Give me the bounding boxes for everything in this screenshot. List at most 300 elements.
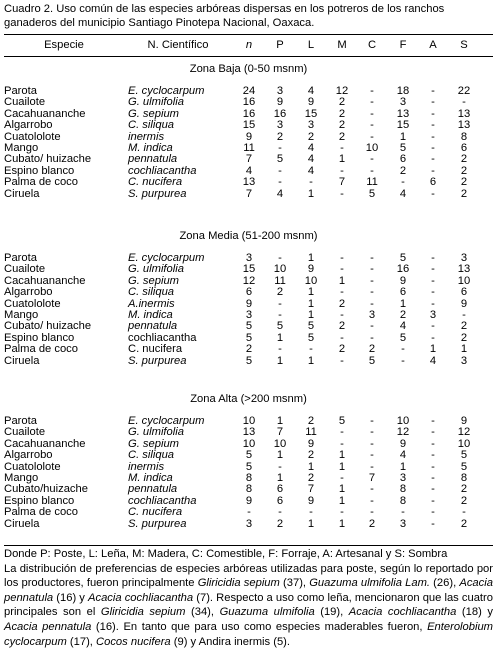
cell-n: 9 (245, 494, 253, 507)
cell-s: 8 (460, 130, 468, 143)
cell-p: 6 (276, 494, 284, 507)
cell-a: - (431, 297, 435, 310)
header-n: n (245, 39, 253, 51)
cell-m: - (340, 252, 344, 264)
cell-f: 13 (396, 107, 410, 120)
cell-especie: Cuailote (4, 263, 46, 276)
cell-a: - (431, 506, 435, 519)
cell-n: 5 (245, 449, 253, 462)
cell-m: - (340, 506, 344, 519)
cell-n: - (247, 506, 251, 519)
cell-a: - (431, 187, 435, 200)
header-especie: Especie (44, 39, 84, 51)
header-l: L (307, 39, 315, 51)
cell-n: 2 (245, 343, 253, 356)
cell-n: 6 (245, 286, 253, 299)
cell-especie: Cacahuananche (4, 107, 86, 120)
cell-s: 6 (460, 142, 468, 154)
cell-n: 12 (242, 274, 256, 287)
cell-especie: Parota (4, 415, 37, 427)
cell-c: - (370, 415, 374, 427)
cell-especie: Cacahuananche (4, 437, 86, 450)
cell-l: 4 (307, 164, 315, 177)
cell-s: 5 (460, 460, 468, 473)
cell-cientifico: S. purpurea (128, 354, 187, 367)
cell-m: 2 (338, 320, 346, 333)
cell-s: 22 (457, 85, 471, 97)
cell-cientifico: pennatula (128, 153, 178, 166)
bottom-rule (4, 545, 493, 546)
cell-n: 10 (242, 437, 256, 450)
cell-especie: Cacahuananche (4, 274, 86, 287)
cell-f: 4 (399, 449, 407, 462)
cell-a: - (431, 517, 435, 530)
cell-f: 8 (399, 494, 407, 507)
cell-p: 2 (276, 286, 284, 299)
cell-especie: Mango (4, 142, 39, 154)
cell-n: 15 (242, 119, 256, 132)
header-s: S (460, 39, 468, 51)
note-species: Acacia pennatula (4, 620, 92, 633)
cell-l: - (309, 506, 313, 519)
cell-s: 10 (457, 437, 471, 450)
cell-l: 1 (307, 517, 315, 530)
cell-l: 9 (307, 494, 315, 507)
cell-f: 5 (399, 252, 407, 264)
cell-a: - (431, 286, 435, 299)
cell-s: 2 (460, 187, 468, 200)
cell-a: - (431, 96, 435, 109)
cell-p: - (278, 343, 282, 356)
cell-a: - (431, 153, 435, 166)
table-row (4, 356, 493, 367)
cell-c: - (370, 506, 374, 519)
cell-p: 1 (276, 449, 284, 462)
cell-cientifico: M. indica (128, 142, 173, 154)
note-species: Cocos nucifera (96, 635, 171, 648)
cell-cientifico: C. nucifera (128, 176, 183, 189)
cell-s: 5 (460, 449, 468, 462)
cell-c: 3 (368, 309, 376, 321)
cell-p: 1 (276, 472, 284, 484)
cell-n: 9 (245, 297, 253, 310)
cell-cientifico: E. cyclocarpum (128, 415, 205, 427)
cell-a: - (431, 494, 435, 507)
cell-cientifico: C. siliqua (128, 119, 175, 132)
cell-s: 3 (460, 252, 468, 264)
note-text: (26), (430, 577, 460, 590)
cell-a: - (431, 263, 435, 276)
cell-cientifico: G. sepium (128, 107, 179, 120)
cell-cientifico: inermis (128, 130, 165, 143)
cell-s: 3 (460, 354, 468, 367)
cell-s: 12 (457, 426, 471, 439)
cell-n: 5 (245, 460, 253, 473)
cell-m: 1 (338, 517, 346, 530)
cell-s: 10 (457, 274, 471, 287)
cell-especie: Cubato/huizache (4, 483, 88, 496)
cell-s: - (462, 96, 466, 109)
cell-c: - (370, 130, 374, 143)
cell-s: 2 (460, 494, 468, 507)
cell-n: 8 (245, 483, 253, 496)
cell-cientifico: C. nucifera (128, 506, 183, 519)
cell-f: 16 (396, 263, 410, 276)
cell-n: 7 (245, 153, 253, 166)
cell-especie: Cuailote (4, 426, 46, 439)
cell-s: 2 (460, 153, 468, 166)
cell-l: 9 (307, 96, 315, 109)
header-c: C (367, 39, 377, 51)
cell-n: 5 (245, 331, 253, 344)
cell-f: 15 (396, 119, 410, 132)
cell-p: 5 (276, 320, 284, 333)
cell-f: 5 (399, 142, 407, 154)
cell-especie: Ciruela (4, 517, 40, 530)
cell-f: 10 (396, 415, 410, 427)
cell-p: - (278, 506, 282, 519)
cell-n: 24 (242, 85, 256, 97)
cell-cientifico: G. ulmifolia (128, 96, 184, 109)
cell-p: 2 (276, 130, 284, 143)
cell-p: - (278, 297, 282, 310)
cell-l: 9 (307, 437, 315, 450)
cell-cientifico: S. purpurea (128, 187, 187, 200)
note-species: Acacia cochliacantha (88, 591, 194, 604)
cell-cientifico: inermis (128, 460, 165, 473)
cell-s: 13 (457, 119, 471, 132)
cell-cientifico: G. ulmifolia (128, 426, 184, 439)
cell-s: - (462, 506, 466, 519)
cell-l: 1 (307, 354, 315, 367)
cell-n: 5 (245, 320, 253, 333)
cell-m: - (340, 426, 344, 439)
cell-cientifico: cochliacantha (128, 331, 197, 344)
cell-n: 3 (245, 517, 253, 530)
cell-n: 3 (245, 252, 253, 264)
cell-cientifico: E. cyclocarpum (128, 85, 205, 97)
cell-p: - (278, 460, 282, 473)
table-row (4, 120, 493, 131)
cell-c: - (370, 274, 374, 287)
cell-f: 8 (399, 483, 407, 496)
cell-c: - (370, 437, 374, 450)
cell-s: 2 (460, 176, 468, 189)
cell-p: 1 (276, 331, 284, 344)
note-species: Enterolobium cyclocarpum (4, 620, 493, 648)
cell-c: - (370, 460, 374, 473)
note-text: (17), (66, 635, 97, 648)
cell-c: - (370, 119, 374, 132)
cell-n: 7 (245, 187, 253, 200)
cell-a: 6 (429, 176, 437, 189)
header-f: F (399, 39, 407, 51)
cell-l: 1 (307, 187, 315, 200)
cell-c: 7 (368, 472, 376, 484)
cell-cientifico: C. siliqua (128, 449, 175, 462)
cell-a: - (431, 274, 435, 287)
note-text: (19), (314, 606, 349, 619)
note-species: Guazuma ulmifolia Lam. (309, 577, 430, 590)
table-row (4, 507, 493, 518)
cell-m: 1 (338, 449, 346, 462)
cell-l: 10 (304, 274, 318, 287)
note-text: (16). En tanto que para uso como especies maderables fueron, (91, 620, 428, 633)
cell-cientifico: C. siliqua (128, 286, 175, 299)
cell-p: - (278, 164, 282, 177)
cell-especie: Palma de coco (4, 343, 79, 356)
cell-l: 4 (307, 153, 315, 166)
cell-p: 16 (273, 107, 287, 120)
cell-especie: Mango (4, 472, 39, 484)
zone-title: Zona Media (51-200 msnm) (179, 230, 318, 242)
cell-m: - (340, 286, 344, 299)
note-text: (37), (279, 577, 310, 590)
cell-p: 5 (276, 153, 284, 166)
cell-c: - (370, 85, 374, 97)
header-m: M (337, 39, 347, 51)
cell-s: 2 (460, 331, 468, 344)
cell-p: 3 (276, 119, 284, 132)
note-species: Acacia pennatula (4, 577, 493, 604)
cell-m: - (340, 331, 344, 344)
cell-f: 5 (399, 331, 407, 344)
cell-p: - (278, 176, 282, 189)
cell-especie: Cuatololote (4, 130, 61, 143)
header-a: A (429, 39, 437, 51)
cell-c: - (370, 426, 374, 439)
cell-m: 2 (338, 343, 346, 356)
cell-n: 8 (245, 472, 253, 484)
cell-f: - (401, 354, 405, 367)
cell-a: - (431, 85, 435, 97)
cell-c: - (370, 320, 374, 333)
cell-p: 3 (276, 85, 284, 97)
cell-m: 1 (338, 153, 346, 166)
cell-s: 2 (460, 483, 468, 496)
cell-a: - (431, 449, 435, 462)
cell-f: 18 (396, 85, 410, 97)
table-row (4, 344, 493, 355)
cell-s: 2 (460, 517, 468, 530)
cell-l: 1 (307, 252, 315, 264)
cell-s: 2 (460, 164, 468, 177)
cell-m: 2 (338, 297, 346, 310)
cell-l: 1 (307, 297, 315, 310)
cell-a: - (431, 142, 435, 154)
cell-f: 1 (399, 297, 407, 310)
cell-c: - (370, 286, 374, 299)
cell-s: 8 (460, 472, 468, 484)
cell-f: 3 (399, 96, 407, 109)
cell-c: 11 (366, 176, 378, 189)
table-row (4, 287, 493, 298)
cell-cientifico: S. purpurea (128, 517, 187, 530)
cell-l: 1 (307, 460, 315, 473)
cell-p: 1 (276, 415, 284, 427)
cell-m: - (340, 437, 344, 450)
cell-f: - (401, 343, 405, 356)
cell-s: 1 (460, 343, 468, 356)
cell-p: 2 (276, 517, 284, 530)
cell-f: 6 (399, 286, 407, 299)
cell-m: - (340, 187, 344, 200)
cell-cientifico: M. indica (128, 309, 173, 321)
cell-n: 3 (245, 309, 253, 321)
table-caption: Cuadro 2. Uso común de las especies arbóreas dispersas en los potreros de los ranchos ganaderos del municipio Santiago Pinotepa Nacional, Oaxaca. (4, 3, 445, 29)
cell-l: 3 (307, 119, 315, 132)
zone-title: Zona Alta (>200 msnm) (190, 393, 307, 405)
cell-especie: Cubato/ huizache (4, 320, 92, 333)
cell-f: 1 (399, 130, 407, 143)
cell-c: - (370, 263, 374, 276)
cell-cientifico: A.inermis (128, 297, 175, 310)
cell-l: 2 (307, 130, 315, 143)
cell-especie: Parota (4, 252, 37, 264)
cell-c: 2 (368, 343, 376, 356)
cell-cientifico: pennatula (128, 320, 178, 333)
cell-c: - (370, 483, 374, 496)
cell-l: 15 (304, 107, 318, 120)
cell-especie: Cuatololote (4, 460, 61, 473)
cell-c: - (370, 164, 374, 177)
cell-a: 1 (429, 343, 437, 356)
cell-especie: Cubato/ huizache (4, 153, 92, 166)
cell-c: - (370, 107, 374, 120)
cell-cientifico: pennatula (128, 483, 178, 496)
note-species: Guazuma ulmifolia (219, 606, 315, 619)
cell-p: 7 (276, 426, 284, 439)
cell-l: 1 (307, 309, 315, 321)
cell-a: - (431, 483, 435, 496)
cell-m: 2 (338, 96, 346, 109)
table-row (4, 177, 493, 188)
cell-n: 13 (242, 426, 256, 439)
cell-f: 6 (399, 153, 407, 166)
cell-n: 4 (245, 164, 253, 177)
zone-title: Zona Baja (0-50 msnm) (189, 63, 308, 75)
cell-a: 4 (429, 354, 437, 367)
cell-c: - (370, 252, 374, 264)
cell-f: 3 (399, 517, 407, 530)
cell-f: - (401, 176, 405, 189)
cell-especie: Espino blanco (4, 494, 75, 507)
cell-n: 5 (245, 354, 253, 367)
cell-especie: Ciruela (4, 187, 40, 200)
cell-s: 2 (460, 320, 468, 333)
cell-n: 11 (243, 142, 255, 154)
cell-m: - (340, 142, 344, 154)
cell-n: 10 (242, 415, 256, 427)
cell-m: - (340, 354, 344, 367)
cell-especie: Algarrobo (4, 449, 53, 462)
cell-m: - (340, 309, 344, 321)
cell-f: - (401, 506, 405, 519)
cell-especie: Mango (4, 309, 39, 321)
cell-f: 9 (399, 437, 407, 450)
cell-m: 1 (338, 494, 346, 507)
cell-f: 4 (399, 187, 407, 200)
cell-cientifico: E. cyclocarpum (128, 252, 205, 264)
cell-f: 2 (399, 164, 407, 177)
cell-m: 12 (335, 85, 349, 97)
cell-m: 2 (338, 107, 346, 120)
note-text: La distribución de preferencias de especies arbóreas utilizadas para poste, según lo reportado por los productores, fueron principalmente (4, 562, 493, 590)
cell-a: - (431, 107, 435, 120)
cell-c: - (370, 331, 374, 344)
note-text: (34), (185, 606, 220, 619)
cell-c: - (370, 96, 374, 109)
cell-c: 5 (368, 354, 376, 367)
cell-cientifico: cochliacantha (128, 494, 197, 507)
cell-c: - (370, 449, 374, 462)
cell-l: 2 (307, 415, 315, 427)
header-cientifico: N. Científico (147, 39, 209, 51)
cell-c: - (370, 494, 374, 507)
cell-n: 16 (242, 107, 256, 120)
cell-n: 15 (242, 263, 256, 276)
cell-cientifico: M. indica (128, 472, 173, 484)
cell-p: 1 (276, 354, 284, 367)
cell-m: 1 (338, 483, 346, 496)
cell-n: 16 (242, 96, 256, 109)
cell-a: - (431, 130, 435, 143)
cell-f: 2 (399, 309, 407, 321)
cell-c: - (370, 297, 374, 310)
table-row (4, 189, 493, 200)
cell-cientifico: C. nucifera (128, 343, 183, 356)
note-text: (7). Respecto a uso como leña, mencionaron que las cuatro principales son el (4, 591, 493, 619)
cell-a: - (431, 472, 435, 484)
cell-especie: Espino blanco (4, 331, 75, 344)
cell-f: 12 (396, 426, 410, 439)
cell-s: 6 (460, 286, 468, 299)
cell-f: 4 (399, 320, 407, 333)
cell-p: 10 (273, 437, 287, 450)
cell-c: 10 (365, 142, 379, 154)
cell-a: - (431, 320, 435, 333)
note-species: Gliricidia sepium (197, 577, 280, 590)
cell-p: - (278, 142, 282, 154)
cell-especie: Espino blanco (4, 164, 75, 177)
cell-c: 5 (368, 187, 376, 200)
cell-p: 6 (276, 483, 284, 496)
cell-a: - (431, 331, 435, 344)
cell-p: - (278, 252, 282, 264)
cell-m: 7 (338, 176, 346, 189)
cell-l: 5 (307, 320, 315, 333)
cell-m: 1 (338, 460, 346, 473)
cell-l: 2 (307, 472, 315, 484)
cell-especie: Ciruela (4, 354, 40, 367)
cell-m: - (340, 263, 344, 276)
note-text: (9) y Andira inermis (5). (170, 635, 291, 648)
cell-p: 4 (276, 187, 284, 200)
note-text: (18) y (456, 606, 493, 619)
cell-m: 1 (338, 274, 346, 287)
cell-l: 5 (307, 331, 315, 344)
cell-s: 13 (457, 263, 471, 276)
cell-m: - (340, 164, 344, 177)
cell-especie: Algarrobo (4, 119, 53, 132)
cell-cientifico: cochliacantha (128, 164, 197, 177)
cell-a: - (431, 415, 435, 427)
cell-a: 3 (429, 309, 437, 321)
cell-s: 9 (460, 297, 468, 310)
table-row (4, 450, 493, 461)
cell-a: - (431, 426, 435, 439)
cell-s: 13 (457, 107, 471, 120)
